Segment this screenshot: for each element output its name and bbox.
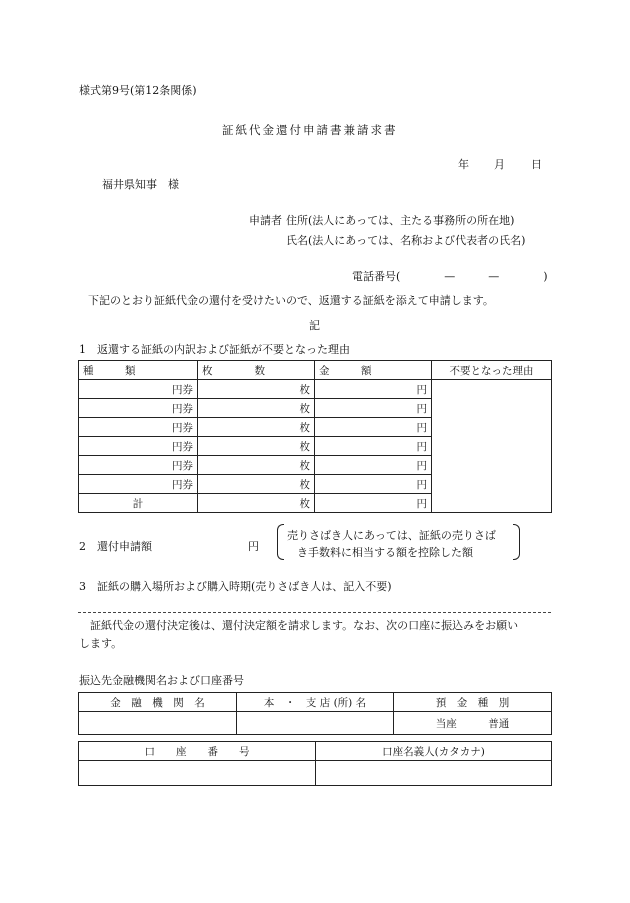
row-type[interactable]: 円券 bbox=[79, 380, 198, 399]
row-count[interactable]: 枚 bbox=[198, 380, 315, 399]
bank-table-bottom bbox=[78, 741, 552, 786]
date-year: 年 bbox=[458, 158, 469, 171]
ki-label: 記 bbox=[309, 319, 320, 332]
intro-text: 下記のとおり証紙代金の還付を受けたいので、返還する証紙を添えて申請します。 bbox=[88, 294, 494, 307]
dashed-divider bbox=[78, 612, 551, 613]
table-header-row bbox=[79, 361, 552, 380]
row-type[interactable]: 円券 bbox=[79, 399, 198, 418]
bank-header-row bbox=[79, 693, 552, 712]
date-day: 日 bbox=[531, 158, 542, 171]
header-type: 種 類 bbox=[79, 361, 198, 380]
applicant-name: 氏名(法人にあっては、名称および代表者の氏名) bbox=[286, 234, 526, 247]
applicant-address: 住所(法人にあっては、主たる事務所の所在地) bbox=[286, 214, 515, 227]
header-deposit-type: 預 金 種 別 bbox=[394, 693, 552, 712]
header-account-holder: 口座名義人(カタカナ) bbox=[316, 742, 552, 761]
bank-section-title: 振込先金融機関名および口座番号 bbox=[79, 674, 244, 687]
row-amount[interactable]: 円 bbox=[315, 418, 432, 437]
table-row bbox=[79, 380, 552, 399]
row-amount[interactable]: 円 bbox=[315, 456, 432, 475]
claim-text-line2: します。 bbox=[79, 637, 123, 650]
stamp-breakdown-table bbox=[78, 360, 552, 513]
applicant-label: 申請者 bbox=[249, 214, 282, 227]
row-type[interactable]: 円券 bbox=[79, 437, 198, 456]
note-bracket-left bbox=[277, 524, 284, 560]
institution-field[interactable] bbox=[79, 712, 237, 735]
row-count[interactable]: 枚 bbox=[198, 418, 315, 437]
row-count[interactable]: 枚 bbox=[198, 456, 315, 475]
account-header-row bbox=[79, 742, 552, 761]
total-amount[interactable]: 円 bbox=[315, 494, 432, 513]
row-type[interactable]: 円券 bbox=[79, 418, 198, 437]
row-amount[interactable]: 円 bbox=[315, 437, 432, 456]
bank-table-top bbox=[78, 692, 552, 735]
bank-value-row bbox=[79, 712, 552, 735]
header-reason: 不要となった理由 bbox=[432, 361, 552, 380]
reason-cell[interactable] bbox=[432, 380, 552, 513]
header-branch: 本 ・ 支 店 (所) 名 bbox=[237, 693, 394, 712]
applicant-phone: 電話番号( — — ) bbox=[352, 270, 548, 283]
note-bracket-right bbox=[513, 524, 520, 560]
total-count[interactable]: 枚 bbox=[198, 494, 315, 513]
refund-note-line2: き手数料に相当する額を控除した額 bbox=[297, 546, 473, 559]
date-month: 月 bbox=[494, 158, 505, 171]
header-account-number: 口 座 番 号 bbox=[79, 742, 316, 761]
row-count[interactable]: 枚 bbox=[198, 437, 315, 456]
row-amount[interactable]: 円 bbox=[315, 399, 432, 418]
account-value-row bbox=[79, 761, 552, 786]
header-institution: 金 融 機 関 名 bbox=[79, 693, 237, 712]
account-holder-field[interactable] bbox=[316, 761, 552, 786]
refund-note-line1: 売りさばき人にあっては、証紙の売りさば bbox=[287, 529, 496, 542]
row-amount[interactable]: 円 bbox=[315, 475, 432, 494]
deposit-type-options[interactable]: 当座 普通 bbox=[394, 712, 552, 735]
form-number: 様式第9号(第12条関係) bbox=[79, 84, 197, 97]
row-type[interactable]: 円券 bbox=[79, 475, 198, 494]
row-type[interactable]: 円券 bbox=[79, 456, 198, 475]
row-amount[interactable]: 円 bbox=[315, 380, 432, 399]
claim-text-line1: 証紙代金の還付決定後は、還付決定額を請求します。なお、次の口座に振込みをお願い bbox=[90, 619, 519, 632]
header-amount: 金 額 bbox=[315, 361, 432, 380]
branch-field[interactable] bbox=[237, 712, 394, 735]
refund-amount-unit: 円 bbox=[248, 540, 259, 553]
section2-title: 2 還付申請額 bbox=[79, 540, 152, 553]
section1-title: 1 返還する証紙の内訳および証紙が不要となった理由 bbox=[79, 343, 350, 356]
section3-title: 3 証紙の購入場所および購入時期(売りさばき人は、記入不要) bbox=[79, 580, 392, 593]
total-label: 計 bbox=[79, 494, 198, 513]
row-count[interactable]: 枚 bbox=[198, 399, 315, 418]
account-number-field[interactable] bbox=[79, 761, 316, 786]
addressee: 福井県知事 様 bbox=[102, 178, 179, 191]
row-count[interactable]: 枚 bbox=[198, 475, 315, 494]
header-count: 枚 数 bbox=[198, 361, 315, 380]
page-title: 証紙代金還付申請書兼請求書 bbox=[222, 123, 398, 137]
